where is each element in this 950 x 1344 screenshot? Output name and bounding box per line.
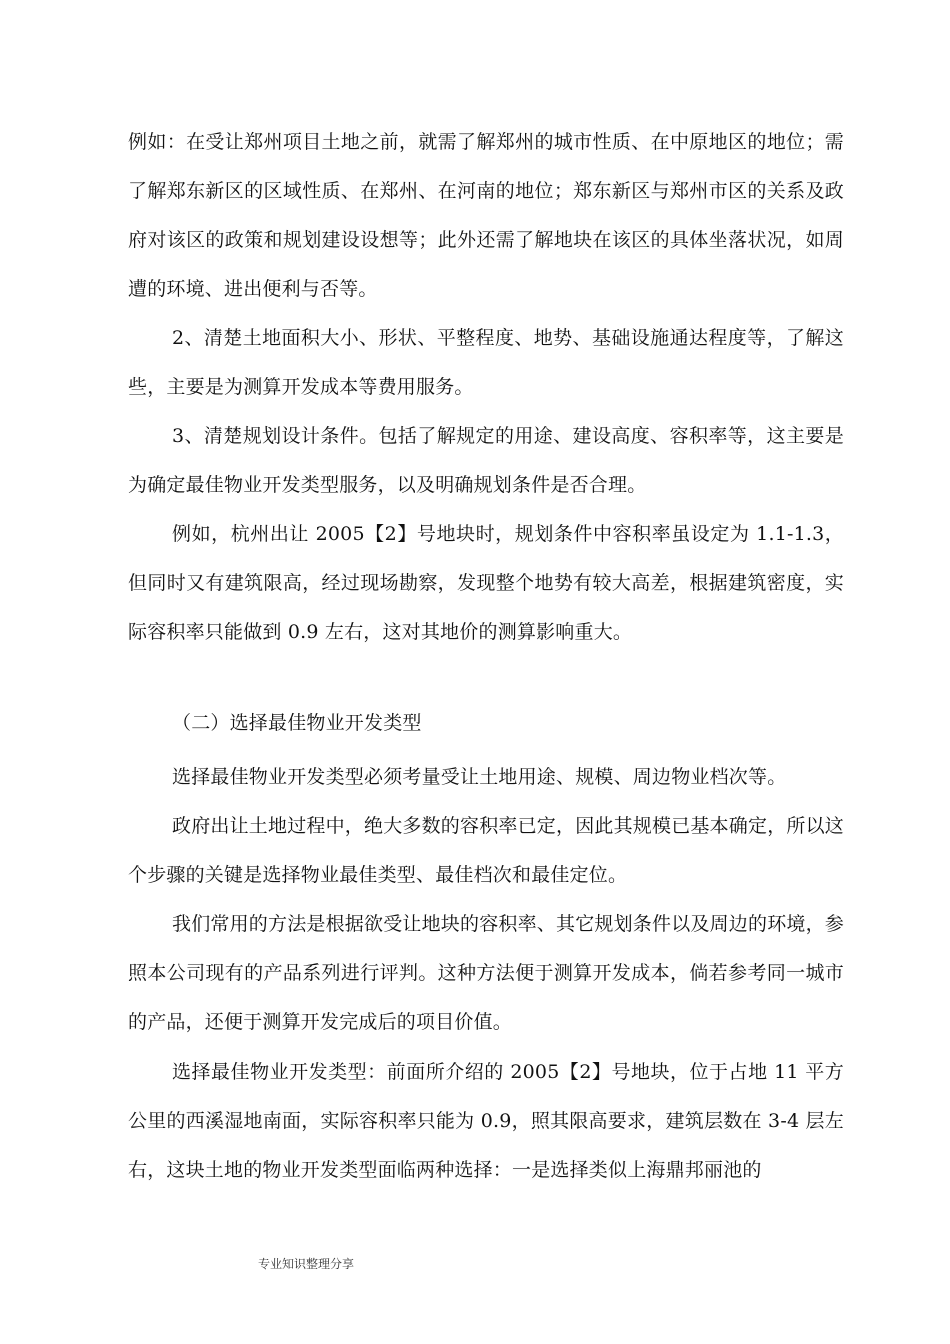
paragraph-common-method: 我们常用的方法是根据欲受让地块的容积率、其它规划条件以及周边的环境，参照本公司现有的产品系列进行评判。这种方法便于测算开发成本，倘若参考同一城市的产品，还便于测算开发完成后的项目价值。 (128, 913, 845, 1033)
section-heading: （二）选择最佳物业开发类型 (172, 712, 422, 734)
page-footer: 专业知识整理分享 (258, 1257, 355, 1271)
paragraph-best-type-choice: 选择最佳物业开发类型：前面所介绍的 2005【2】号地块，位于占地 11 平方公里的西溪湿地南面，实际容积率只能为 0.9，照其限高要求，建筑层数在 3-4 层左右，这块土地的物业开发类型面临两种选择：一是选择类似上海鼎邦丽池的 (128, 1061, 844, 1181)
paragraph-selection-factors: 选择最佳物业开发类型必须考量受让土地用途、规模、周边物业档次等。 (172, 766, 787, 788)
paragraph-planning-conditions: 3、清楚规划设计条件。包括了解规定的用途、建设高度、容积率等，这主要是为确定最佳物业开发类型服务，以及明确规划条件是否合理。 (128, 425, 844, 496)
paragraph-land-area: 2、清楚土地面积大小、形状、平整程度、地势、基础设施通达程度等，了解这些，主要是为测算开发成本等费用服务。 (128, 327, 844, 398)
paragraph-government-transfer: 政府出让土地过程中，绝大多数的容积率已定，因此其规模已基本确定，所以这个步骤的关键是选择物业最佳类型、最佳档次和最佳定位。 (128, 815, 845, 886)
paragraph-zhengzhou-example: 例如：在受让郑州项目土地之前，就需了解郑州的城市性质、在中原地区的地位；需了解郑东新区的区域性质、在郑州、在河南的地位；郑东新区与郑州市区的关系及政府对该区的政策和规划建设设想等；此外还需了解地块在该区的具体坐落状况，如周遭的环境、进出便利与否等。 (128, 131, 844, 300)
paragraph-hangzhou-example: 例如，杭州出让 2005【2】号地块时，规划条件中容积率虽设定为 1.1-1.3，但同时又有建筑限高，经过现场勘察，发现整个地势有较大高差，根据建筑密度，实际容积率只能做到 0.9 左右，这对其地价的测算影响重大。 (128, 523, 844, 643)
